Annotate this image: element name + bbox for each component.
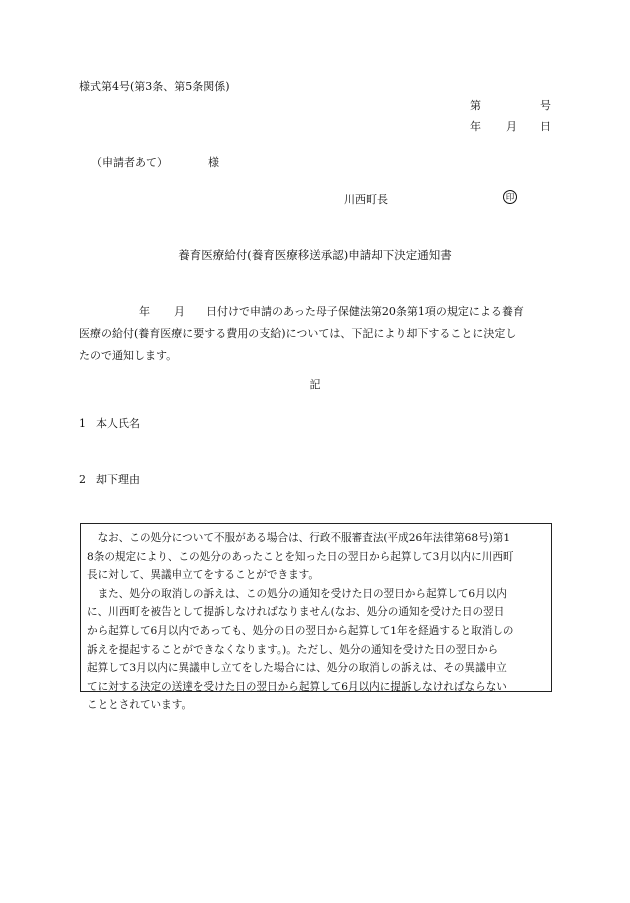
- notice-line: また、処分の取消しの訴えは、この処分の通知を受けた日の翌日から起算して6月以内: [87, 587, 507, 600]
- item-number: 1: [79, 417, 86, 430]
- item-label: 却下理由: [96, 473, 140, 486]
- item-label: 本人氏名: [96, 417, 140, 430]
- issuer-name: 川西町長: [344, 193, 388, 206]
- item-number: 2: [79, 473, 86, 486]
- date-month-label: 月: [506, 120, 517, 133]
- notice-line: 訴えを提起することができなくなります。)。ただし、処分の通知を受けた日の翌日から: [87, 643, 499, 656]
- body-line-2: 医療の給付(養育医療に要する費用の支給)については、下記により却下することに決定し: [79, 327, 517, 340]
- body-line-3: たので通知します。: [79, 349, 178, 362]
- body-paragraph: [79, 301, 552, 367]
- body-date-month: 月: [174, 305, 185, 318]
- date-day-label: 日: [540, 120, 551, 133]
- notice-line: 8条の規定により、この処分のあったことを知った日の翌日から起算して3月以内に川西町: [87, 550, 514, 563]
- seal-icon: 印: [503, 190, 517, 204]
- document-number-suffix: 号: [540, 99, 551, 112]
- item-rejection-reason: [79, 473, 140, 486]
- notice-line: なお、この処分について不服がある場合は、行政不服審査法(平成26年法律第68号)第1: [87, 532, 511, 544]
- item-subject-name: [79, 417, 140, 430]
- notice-line: てに対する決定の送達を受けた日の翌日から起算して6月以内に提訴しなければならない: [87, 680, 507, 693]
- addressee-label: （申請者あて）: [91, 156, 168, 169]
- body-line-1: 日付けで申請のあった母子保健法第20条第1項の規定による養育: [206, 305, 524, 318]
- ki-heading: 記: [309, 378, 321, 391]
- document-title: 養育医療給付(養育医療移送承認)申請却下決定通知書: [178, 248, 452, 262]
- body-date-year: 年: [139, 305, 150, 318]
- notice-line: から起算して6月以内であっても、処分の日の翌日から起算して1年を経過すると取消しの: [87, 624, 514, 637]
- notice-line: 起算して3月以内に異議申し立てをした場合には、処分の取消しの訴えは、その異議申立: [87, 662, 507, 675]
- date-year-label: 年: [470, 120, 481, 133]
- form-number: 様式第4号(第3条、第5条関係): [79, 80, 230, 93]
- document-number-prefix: 第: [470, 99, 481, 112]
- appeal-notice-box: [80, 523, 552, 712]
- notice-line: こととされています。: [87, 699, 193, 712]
- notice-line: に、川西町を被告として提訴しなければなりません(なお、処分の通知を受けた日の翌日: [87, 606, 505, 619]
- addressee-honorific: 様: [208, 156, 219, 169]
- notice-line: 長に対して、異議申立てをすることができます。: [87, 569, 320, 582]
